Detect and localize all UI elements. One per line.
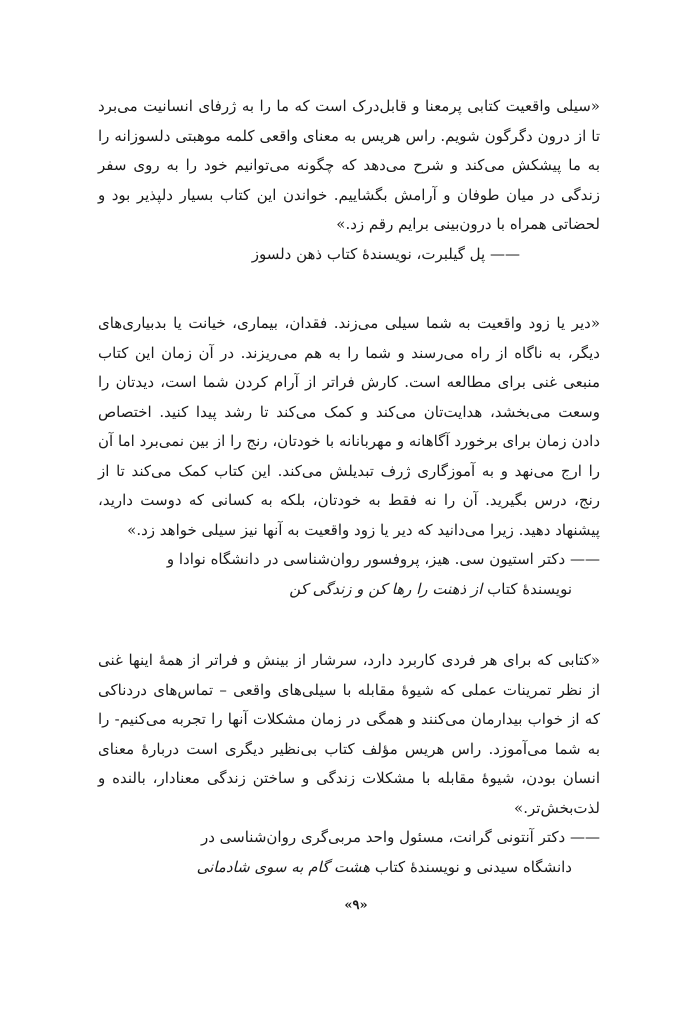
- endorsement-quote: «دیر یا زود واقعیت به شما سیلی می‌زند. فقدان، بیماری، خیانت یا بدبیاری‌های دیگر، به ناگاه از راه می‌رسند و شما را به هم می‌ریزند. در آن زمان این کتاب منبعی غنی برای مطالعه است. کارش فراتر از آرام کردن شما است، دیدتان را وسعت می‌بخشد، هدایت‌تان می‌کند و کمک می‌کند تا رشد پیدا کنید. اختصاص دادن زمان برای برخورد آگاهانه و مهربانانه با خودتان، رنج را از بین نمی‌برد اما آن را ارج می‌نهد و به آموزگاری ژرف تبدیلش می‌کند. این کتاب کمک می‌کند تا از رنج، درس بگیرید. آن را نه فقط به خودتان، بلکه به کسانی که دوست دارید، پیشنهاد دهید. زیرا می‌دانید که دیر یا زود واقعیت به آنها نیز سیلی خواهد زد.»: [98, 314, 600, 539]
- attribution-dash-extension: —: [490, 244, 505, 263]
- endorsement-attribution-continued: [98, 853, 600, 883]
- attribution-text: دکتر استیون سی. هیز، پروفسور روان‌شناسی در دانشگاه نوادا و: [166, 550, 566, 568]
- block-spacer: [98, 604, 600, 646]
- endorsement-block: [98, 309, 600, 604]
- endorsement-block: [98, 646, 600, 882]
- page-number: «۹»: [344, 898, 368, 913]
- endorsement-attribution: [98, 823, 600, 853]
- book-title: از ذهنت را رها کن و زندگی کن: [289, 579, 483, 598]
- attribution-dash-extension: —: [570, 828, 585, 846]
- book-page: [98, 92, 600, 882]
- attribution-text: دکتر آنتونی گرانت، مسئول واحد مربی‌گری روان‌شناسی در: [200, 828, 566, 846]
- attribution-text: پل گیلبرت، نویسندهٔ کتاب ذهن دلسوز: [251, 244, 486, 263]
- endorsement-attribution-continued: [98, 575, 600, 605]
- endorsement-quote: «کتابی که برای هر فردی کاربرد دارد، سرشار از بینش و فراتر از همهٔ اینها غنی از نظر تمرینات عملی که شیوهٔ مقابله با سیلی‌های واقعی – تماس‌های دردناکی که از خواب بیدارمان می‌کنند و همگی در زمان مشکلات آنها را تجربه می‌کنیم- را به شما می‌آموزد. راس هریس مؤلف کتاب بی‌نظیر دیگری است دربارهٔ معنای انسان بودن، شیوهٔ مقابله با مشکلات زندگی و ساختن زندگی معنادار، بالنده و لذت‌بخش‌تر.»: [98, 651, 600, 817]
- endorsement-quote: «سیلی واقعیت کتابی پرمعنا و قابل‌درک است که ما را به ژرفای انسانیت می‌برد تا از درون دگرگون شویم. راس هریس به معنای واقعی کلمه موهبتی دلسوزانه را به ما پیشکش می‌کند و شرح می‌دهد که چگونه می‌توانیم خود را به روی سفر زندگی در میان طوفان و آرامش بگشاییم. خواندن این کتاب بسیار دلپذیر بود و لحضاتی همراه با درون‌بینی برایم رقم زد.»: [98, 97, 600, 233]
- attribution-dash-extension: —: [570, 550, 585, 568]
- endorsement-block: [98, 92, 600, 269]
- endorsement-attribution: [98, 545, 600, 575]
- attribution-dash: —: [585, 828, 600, 846]
- book-title: هشت گام به سوی شادمانی: [196, 857, 371, 876]
- attribution-text: نویسندهٔ کتاب: [487, 579, 572, 598]
- block-spacer: [98, 269, 600, 309]
- attribution-text: دانشگاه سیدنی و نویسندهٔ کتاب: [374, 857, 572, 876]
- endorsement-attribution: [98, 240, 600, 270]
- attribution-dash: —: [505, 244, 520, 263]
- attribution-dash: —: [585, 550, 600, 568]
